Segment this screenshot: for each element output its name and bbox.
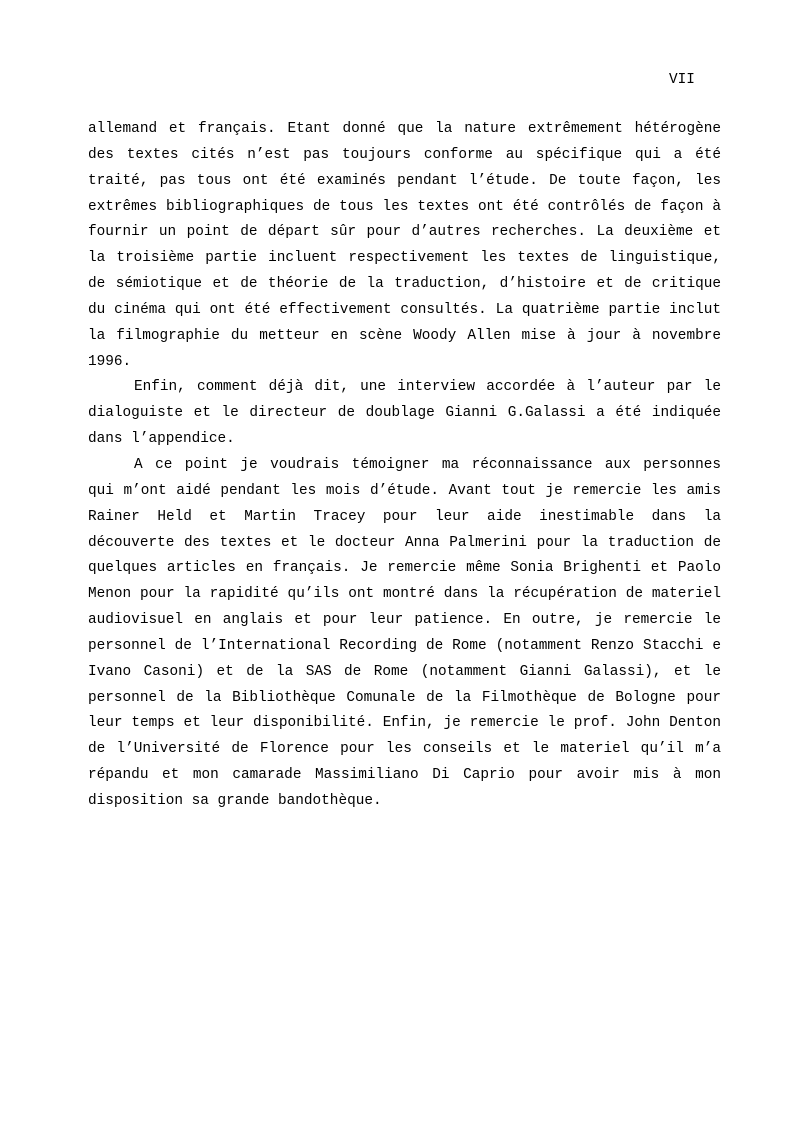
page-number: VII <box>669 72 695 88</box>
paragraph-bibliography: allemand et français. Etant donné que la nature extrêmement hétérogène des textes cités n’est pas toujours conforme au spécifique qui a été traité, pas tous ont été examinés pendant l’étude. De toute façon, les extrêmes bibliographiques de tous les textes ont été contrôlés de façon à fournir un point de départ sûr pour d’autres recherches. La deuxième et la troisième partie incluent respectivement les textes de linguistique, de sémiotique et de théorie de la traduction, d’histoire et de critique du cinéma qui ont été effectivement consultés. La quatrième partie inclut la filmographie du metteur en scène Woody Allen mise à jour à novembre 1996. <box>88 121 721 370</box>
body-text <box>88 117 721 815</box>
paragraph-acknowledgements: A ce point je voudrais témoigner ma réconnaissance aux personnes qui m’ont aidé pendant les mois d’étude. Avant tout je remercie les amis Rainer Held et Martin Tracey pour leur aide inestimable dans la découverte des textes et le docteur Anna Palmerini pour la traduction de quelques articles en français. Je remercie même Sonia Brighenti et Paolo Menon pour la rapidité qu’ils ont montré dans la récupération de materiel audiovisuel en anglais et pour leur patience. En outre, je remercie le personnel de l’International Recording de Rome (notamment Renzo Stacchi e Ivano Casoni) et de la SAS de Rome (notamment Gianni Galassi), et le personnel de la Bibliothèque Comunale de la Filmothèque de Bologne pour leur temps et leur disponibilité. Enfin, je remercie le prof. John Denton de l’Université de Florence pour les conseils et le materiel qu’il m’a répandu et mon camarade Massimiliano Di Caprio pour avoir mis à mon disposition sa grande bandothèque. <box>88 456 721 809</box>
paragraph-interview: Enfin, comment déjà dit, une interview accordée à l’auteur par le dialoguiste et le directeur de doublage Gianni G.Galassi a été indiquée dans l’appendice. <box>88 379 721 448</box>
